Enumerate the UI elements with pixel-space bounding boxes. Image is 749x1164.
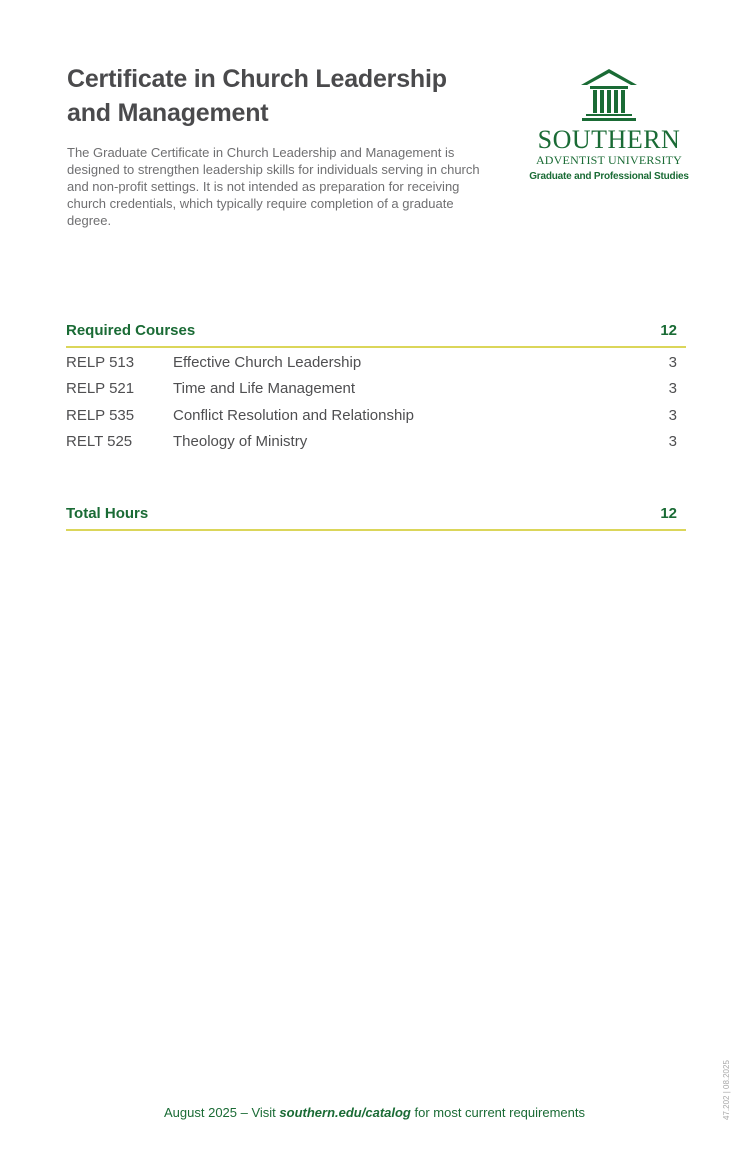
required-courses-header [66,321,686,348]
course-code: RELP 535 [66,406,135,424]
required-courses-hours: 12 [660,322,677,339]
logo-southern-text: SOUTHERN [537,125,681,154]
course-title: Theology of Ministry [173,433,308,451]
course-hours: 3 [668,406,677,424]
course-row [66,402,686,429]
page-title [67,62,497,130]
total-hours-value: 12 [660,505,677,522]
course-row [66,429,686,456]
document-code: 47.202 | 08.2025 [722,1060,731,1120]
total-hours-section [66,504,686,531]
course-code: RELT 525 [66,433,133,451]
logo-adventist-university-text: ADVENTIST UNIVERSITY [535,153,683,167]
course-code: RELP 521 [66,380,135,398]
total-hours-label: Total Hours [66,505,149,522]
course-hours: 3 [668,353,677,371]
required-courses-heading: Required Courses [66,322,196,339]
course-list [66,349,686,455]
catalog-link[interactable]: southern.edu/catalog [279,1105,411,1120]
course-hours: 3 [668,433,677,451]
columned-building-icon [580,68,638,124]
course-title: Conflict Resolution and Relationship [173,406,414,424]
course-hours: 3 [668,380,677,398]
footer-note [0,1104,749,1122]
total-hours-header [66,504,686,531]
course-row [66,349,686,376]
course-title: Time and Life Management [173,380,356,398]
page-title-line-2: and Management [67,99,269,127]
required-courses-section [66,321,686,455]
university-logo [527,68,691,186]
page-title-line-1: Certificate in Church Leadership [67,65,447,93]
footer-prefix: August 2025 – Visit [164,1105,280,1120]
intro-paragraph: The Graduate Certificate in Church Leadership and Management is designed to strengthen leadership skills for individuals serving in church and non-profit settings. It is not intended as preparation for receiving church credentials, which typically require completion of a graduate degree. [67,145,480,228]
course-row [66,376,686,403]
course-code: RELP 513 [66,353,135,371]
course-title: Effective Church Leadership [173,353,362,371]
footer-suffix: for most current requirements [410,1105,585,1120]
logo-graduate-studies-text: Graduate and Professional Studies [529,171,689,182]
